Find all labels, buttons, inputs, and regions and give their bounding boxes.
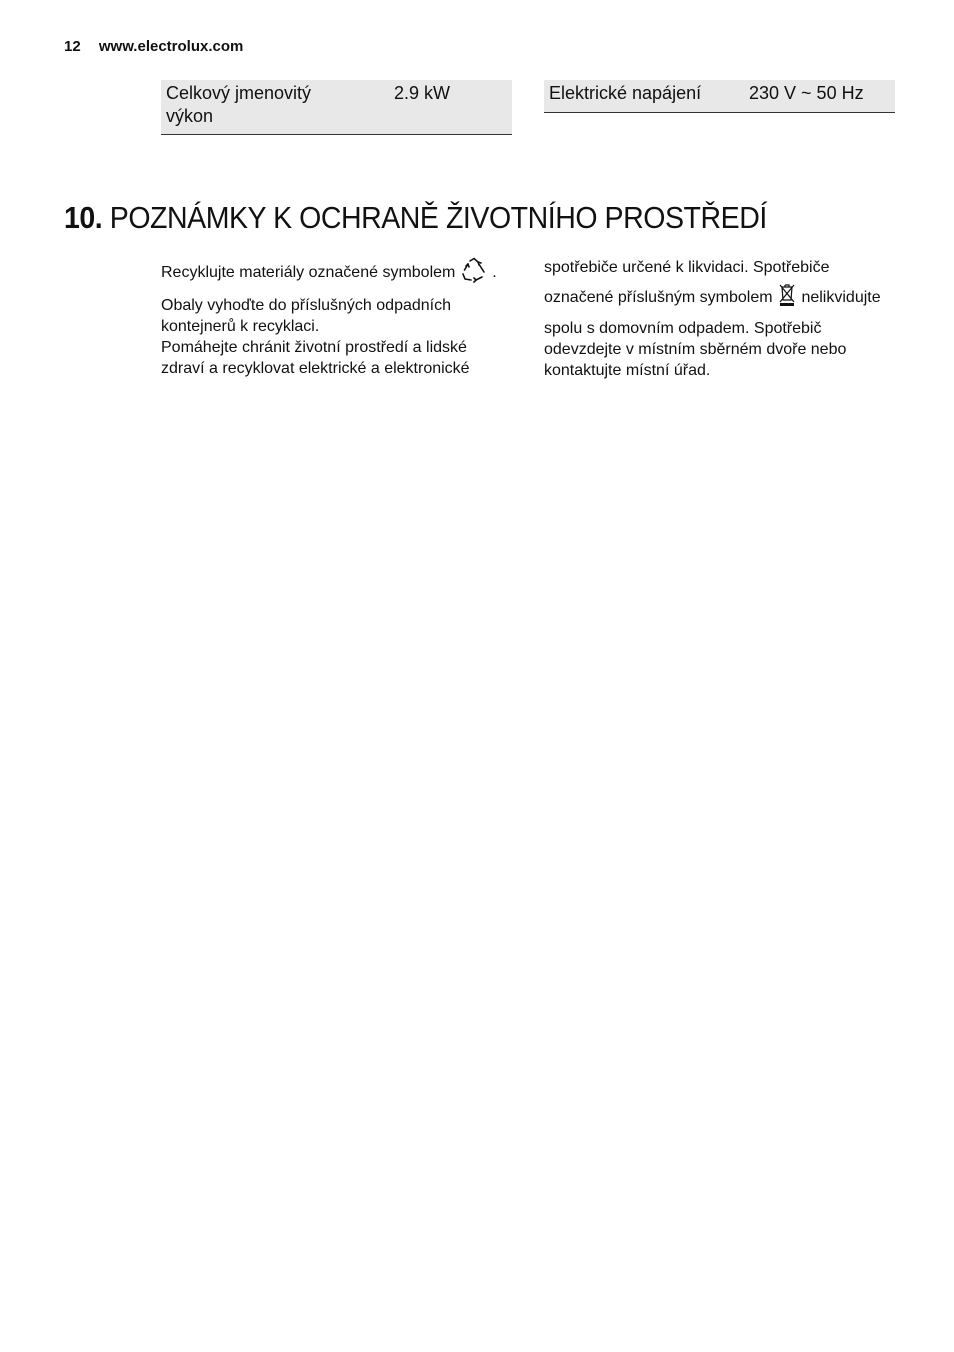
text-line: Pomáhejte chránit životní prostředí a lidské xyxy=(161,339,467,356)
text-line: odevzdejte v místním sběrném dvoře nebo xyxy=(544,341,847,358)
paragraph-recycle xyxy=(161,257,511,289)
paragraph-disposal xyxy=(544,257,894,381)
text-line: kontejnerů k recyklaci. xyxy=(161,318,320,335)
text-line: spolu s domovním odpadem. Spotřebič xyxy=(544,320,822,337)
website-link[interactable]: www.electrolux.com xyxy=(98,38,244,55)
paragraph-packaging xyxy=(161,295,511,379)
text-line: spotřebiče určené k likvidaci. Spotřebiče xyxy=(544,259,830,276)
spec-label: Celkový jmenovitý výkon xyxy=(166,83,312,126)
text-line: označené příslušným symbolem xyxy=(544,289,773,307)
text-column-left xyxy=(161,257,511,379)
text-line: kontaktujte místní úřad. xyxy=(544,362,711,379)
text-line: Obaly vyhoďte do příslušných odpadních xyxy=(161,297,452,314)
spec-row-rated-power xyxy=(161,80,512,135)
paragraph-text: Recyklujte materiály označené symbolem xyxy=(161,264,456,282)
section-title-text: POZNÁMKY K OCHRANĚ ŽIVOTNÍHO PROSTŘEDÍ xyxy=(109,200,767,235)
page-number: 12 xyxy=(64,38,81,55)
spec-label: Elektrické napájení xyxy=(549,83,702,103)
text-line: nelikvidujte xyxy=(801,289,881,307)
section-title xyxy=(64,200,767,236)
text-column-right xyxy=(544,257,894,381)
section-number: 10. xyxy=(64,200,103,235)
page-header xyxy=(64,38,243,55)
text-line: zdraví a recyklovat elektrické a elektronické xyxy=(161,360,470,377)
crossed-bin-icon xyxy=(777,282,797,314)
recycle-icon xyxy=(460,257,488,289)
spec-value: 230 V ~ 50 Hz xyxy=(749,83,864,103)
spec-row-power-supply xyxy=(544,80,895,113)
spec-value: 2.9 kW xyxy=(394,83,451,103)
paragraph-end: . xyxy=(492,264,497,282)
